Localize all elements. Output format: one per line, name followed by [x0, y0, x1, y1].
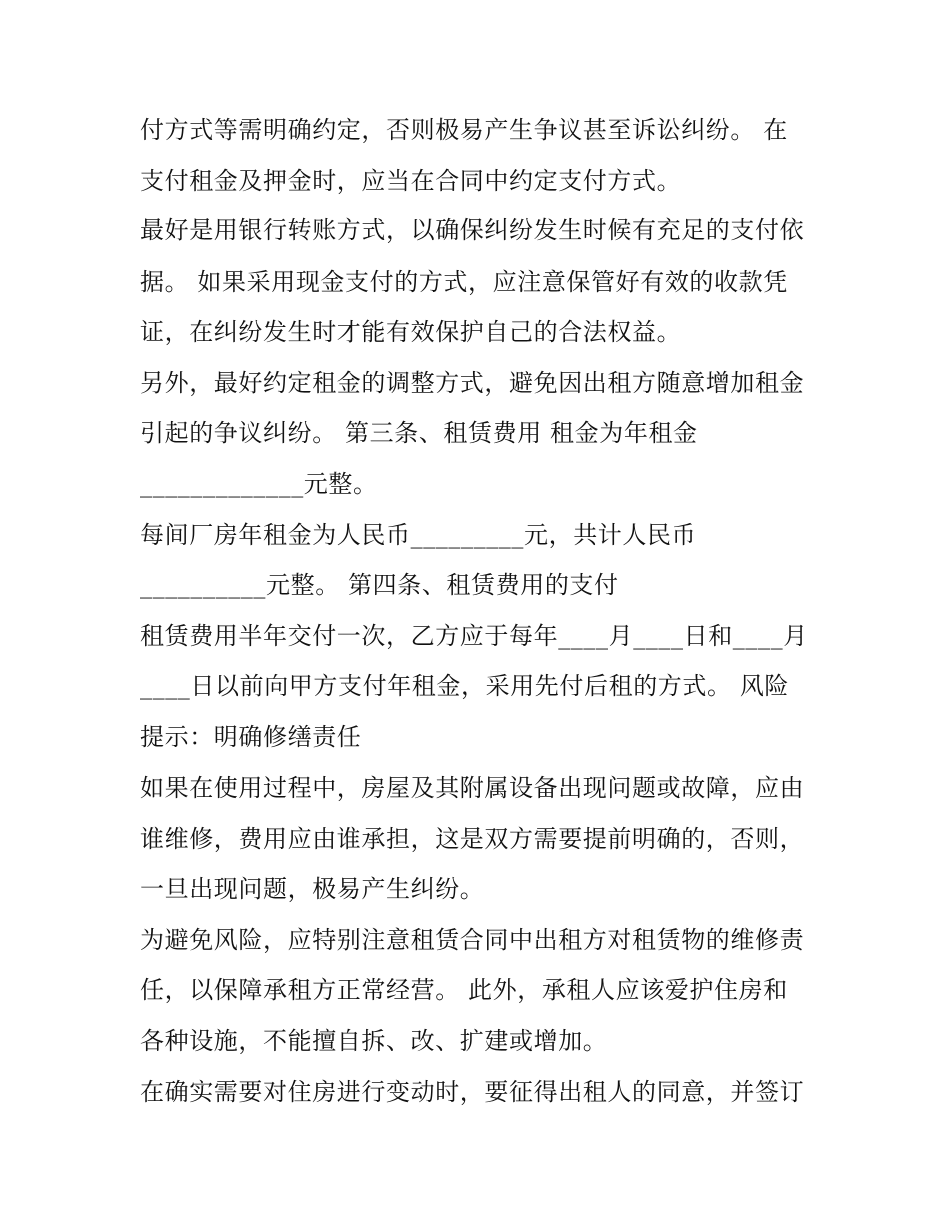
text-line: ____日以前向甲方支付年租金，采用先付后租的方式。 风险 — [140, 672, 790, 700]
text-line: 提示：明确修缮责任 — [140, 723, 362, 751]
text-line: 另外，最好约定租金的调整方式，避免因出租方随意增加租金 — [140, 369, 805, 397]
text-line: 证，在纠纷发生时才能有效保护自己的合法权益。 — [140, 318, 682, 346]
text-line: __________元整。 第四条、租赁费用的支付 — [140, 571, 619, 599]
text-line: 据。 如果采用现金支付的方式，应注意保管好有效的收款凭 — [140, 268, 788, 296]
text-line: _____________元整。 — [140, 470, 378, 498]
text-line: 支付租金及押金时，应当在合同中约定支付方式。 — [140, 167, 682, 195]
text-line: 最好是用银行转账方式，以确保纠纷发生时候有充足的支付依 — [140, 216, 805, 244]
text-line: 各种设施，不能擅自拆、改、扩建或增加。 — [140, 1027, 608, 1055]
text-line: 任，以保障承租方正常经营。 此外，承租人应该爱护住房和 — [140, 976, 788, 1004]
text-line: 如果在使用过程中，房屋及其附属设备出现问题或故障，应由 — [140, 774, 805, 802]
text-line: 为避免风险，应特别注意租赁合同中出租方对租赁物的维修责 — [140, 926, 805, 954]
text-line: 在确实需要对住房进行变动时，要征得出租人的同意，并签订 — [140, 1078, 805, 1106]
text-line: 租赁费用半年交付一次，乙方应于每年____月____日和____月 — [140, 622, 808, 650]
text-line: 每间厂房年租金为人民币_________元，共计人民币 — [140, 521, 697, 549]
text-line: 付方式等需明确约定，否则极易产生争议甚至诉讼纠纷。 在 — [140, 116, 788, 144]
text-line: 谁维修，费用应由谁承担，这是双方需要提前明确的，否则， — [140, 825, 805, 853]
text-line: 一旦出现问题，极易产生纠纷。 — [140, 875, 485, 903]
text-line: 引起的争议纠纷。 第三条、租赁费用 租金为年租金 — [140, 419, 698, 447]
